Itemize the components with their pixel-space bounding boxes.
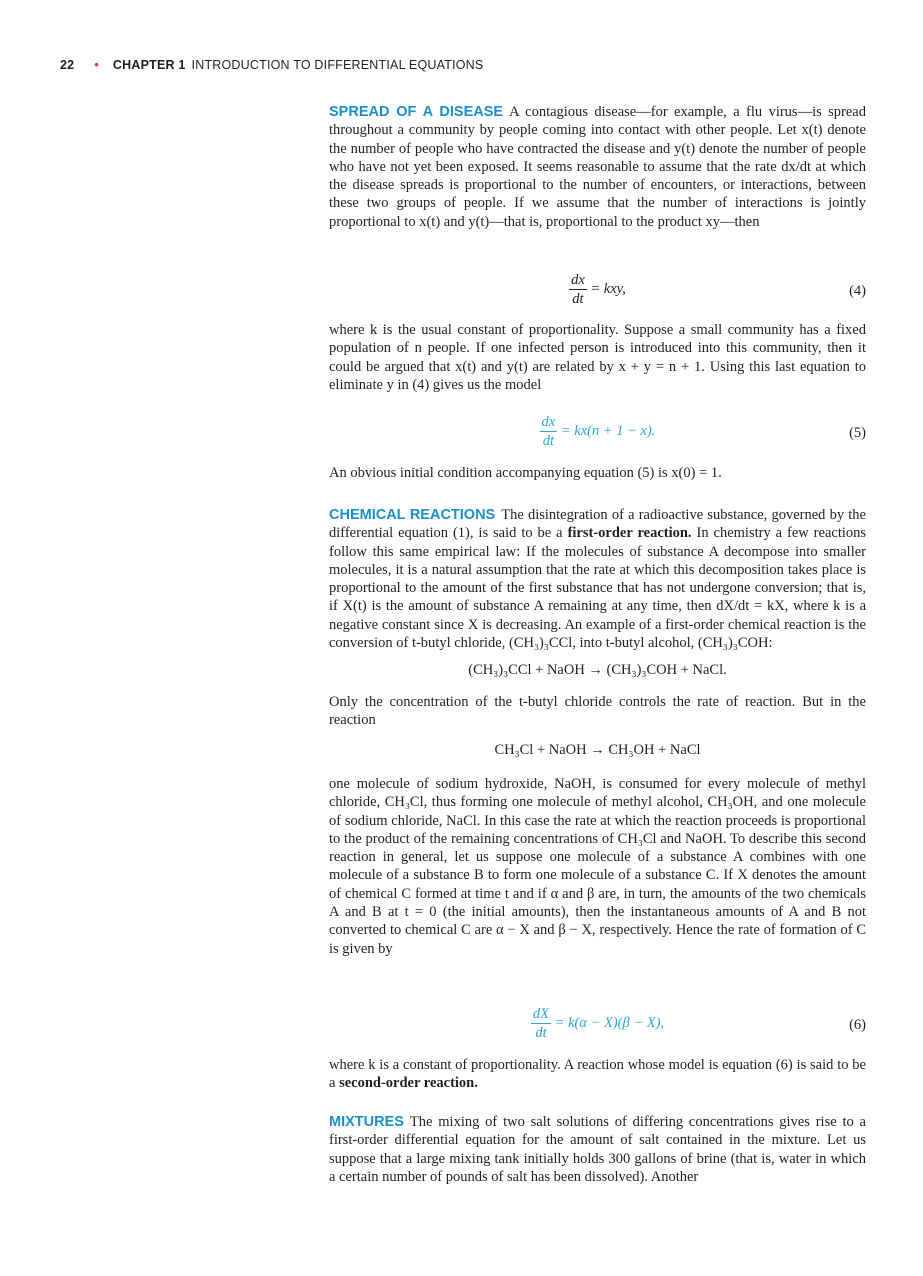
equation-rhs: = kxy, <box>590 281 626 298</box>
reaction-2: CH₃Cl + NaOH → CH₃OH + NaCl <box>494 742 701 758</box>
chemical-paragraph-4: where k is a constant of proportionality. A reaction whose model is equation (6) is said to be a second-order reaction. <box>329 1057 866 1092</box>
spread-paragraph-1 <box>329 103 866 231</box>
equation-rhs: = k(α − X)(β − X), <box>554 1015 665 1032</box>
chemical-paragraph-3: one molecule of sodium hydroxide, NaOH, is consumed for every molecule of methyl chloride, CH₃Cl, thus forming one molecule of methyl alcohol, CH₃OH, and one molecule of sodium chloride, NaCl. In this case the rate at which the reaction proceeds is proportional to the product of the remaining concentrations of CH₃Cl and NaOH. To describe this second reaction in general, let us suppose one molecule of a substance A combines with one molecule of a substance B to form one molecule of a substance C. If X denotes the amount of chemical C formed at time t and if α and β are, in turn, the amounts of the two chemicals A and B at t = 0 (the initial amounts), then the instantaneous amounts of A and B not converted to chemical C are α − X and β − X, respectively. Hence the rate of formation of C is given by <box>329 776 866 957</box>
term-second-order: second-order reaction. <box>339 1075 478 1092</box>
equation-label: (4) <box>849 282 866 299</box>
chapter-label: CHAPTER 1 <box>112 58 186 72</box>
equation-label: (5) <box>849 424 866 441</box>
reaction-1: (CH₃)₃CCl + NaOH → (CH₃)₃COH + NaCl. <box>468 662 727 678</box>
chapter-title: INTRODUCTION TO DIFFERENTIAL EQUATIONS <box>191 58 484 72</box>
chemical-paragraph-2: Only the concentration of the t-butyl chloride controls the rate of reaction. But in the reaction <box>329 694 866 729</box>
term-first-order: first-order reaction. <box>567 525 692 542</box>
fraction: $\frac{dx}{dt}$ <box>541 414 556 449</box>
spread-paragraph-3: An obvious initial condition accompanying equation (5) is x(0) = 1. <box>329 465 722 481</box>
spread-text-1: A contagious disease—for example, a flu virus—is spread throughout a community by people coming into contact with other people. Let x(t) denote the number of people who have contracted the disease and y(t) denote the number of people who have not yet been exposed. It seems reasonable to assume that the rate dx/dt at which the disease spreads is proportional to the number of encounters, or interactions, between these two groups of people. If we assume that the number of interactions is jointly proportional to x(t) and y(t)—that is, proportional to the product xy—then <box>329 104 866 230</box>
running-head <box>60 58 483 72</box>
equation-label: (6) <box>849 1016 866 1033</box>
equation-6 <box>329 1005 866 1045</box>
equation-5 <box>329 413 866 453</box>
equation-rhs: = kx(n + 1 − x). <box>560 423 656 440</box>
section-heading-mixtures: MIXTURES <box>329 1114 404 1130</box>
section-heading-chemical: CHEMICAL REACTIONS <box>329 507 496 523</box>
page-number: 22 <box>60 58 75 72</box>
fraction: $\frac{dx}{dt}$ <box>571 272 585 307</box>
spread-paragraph-2: where k is the usual constant of proportionality. Suppose a small community has a fixed population of n people. If one infected person is introduced into this community, then it could be argued that x(t) and y(t) are related by x + y = n + 1. Using this last equation to eliminate y in (4) gives us the model <box>329 322 866 393</box>
section-heading-spread: SPREAD OF A DISEASE <box>329 104 504 120</box>
equation-4 <box>329 271 866 311</box>
bullet-icon: • <box>94 58 99 72</box>
fraction: $\frac{dX}{dt}$ <box>532 1006 550 1041</box>
chemical-paragraph-1: CHEMICAL REACTIONS The disintegration of a radioactive substance, governed by the differential equation (1), is said to be a first-order reaction. In chemistry a few reactions follow this same empirical law: If the molecules of substance A decompose into smaller molecules, it is a natural assumption that the rate at which this decomposition takes place is proportional to the amount of the first substance that has not undergone conversion; that is, if X(t) is the amount of substance A remaining at any time, then dX/dt = kX, where k is a negative constant since X is decreasing. An example of a first-order chemical reaction is the conversion of t-butyl chloride, (CH₃)₃CCl, into t-butyl alcohol, (CH₃)₃COH: <box>329 507 867 652</box>
mixtures-paragraph-1: MIXTURES The mixing of two salt solutions of differing concentrations gives rise to a first-order differential equation for the amount of salt contained in the mixture. Let us suppose that a large mixing tank initially holds 300 gallons of brine (that is, water in which a certain number of pounds of salt has been dissolved). Another <box>329 1114 866 1185</box>
